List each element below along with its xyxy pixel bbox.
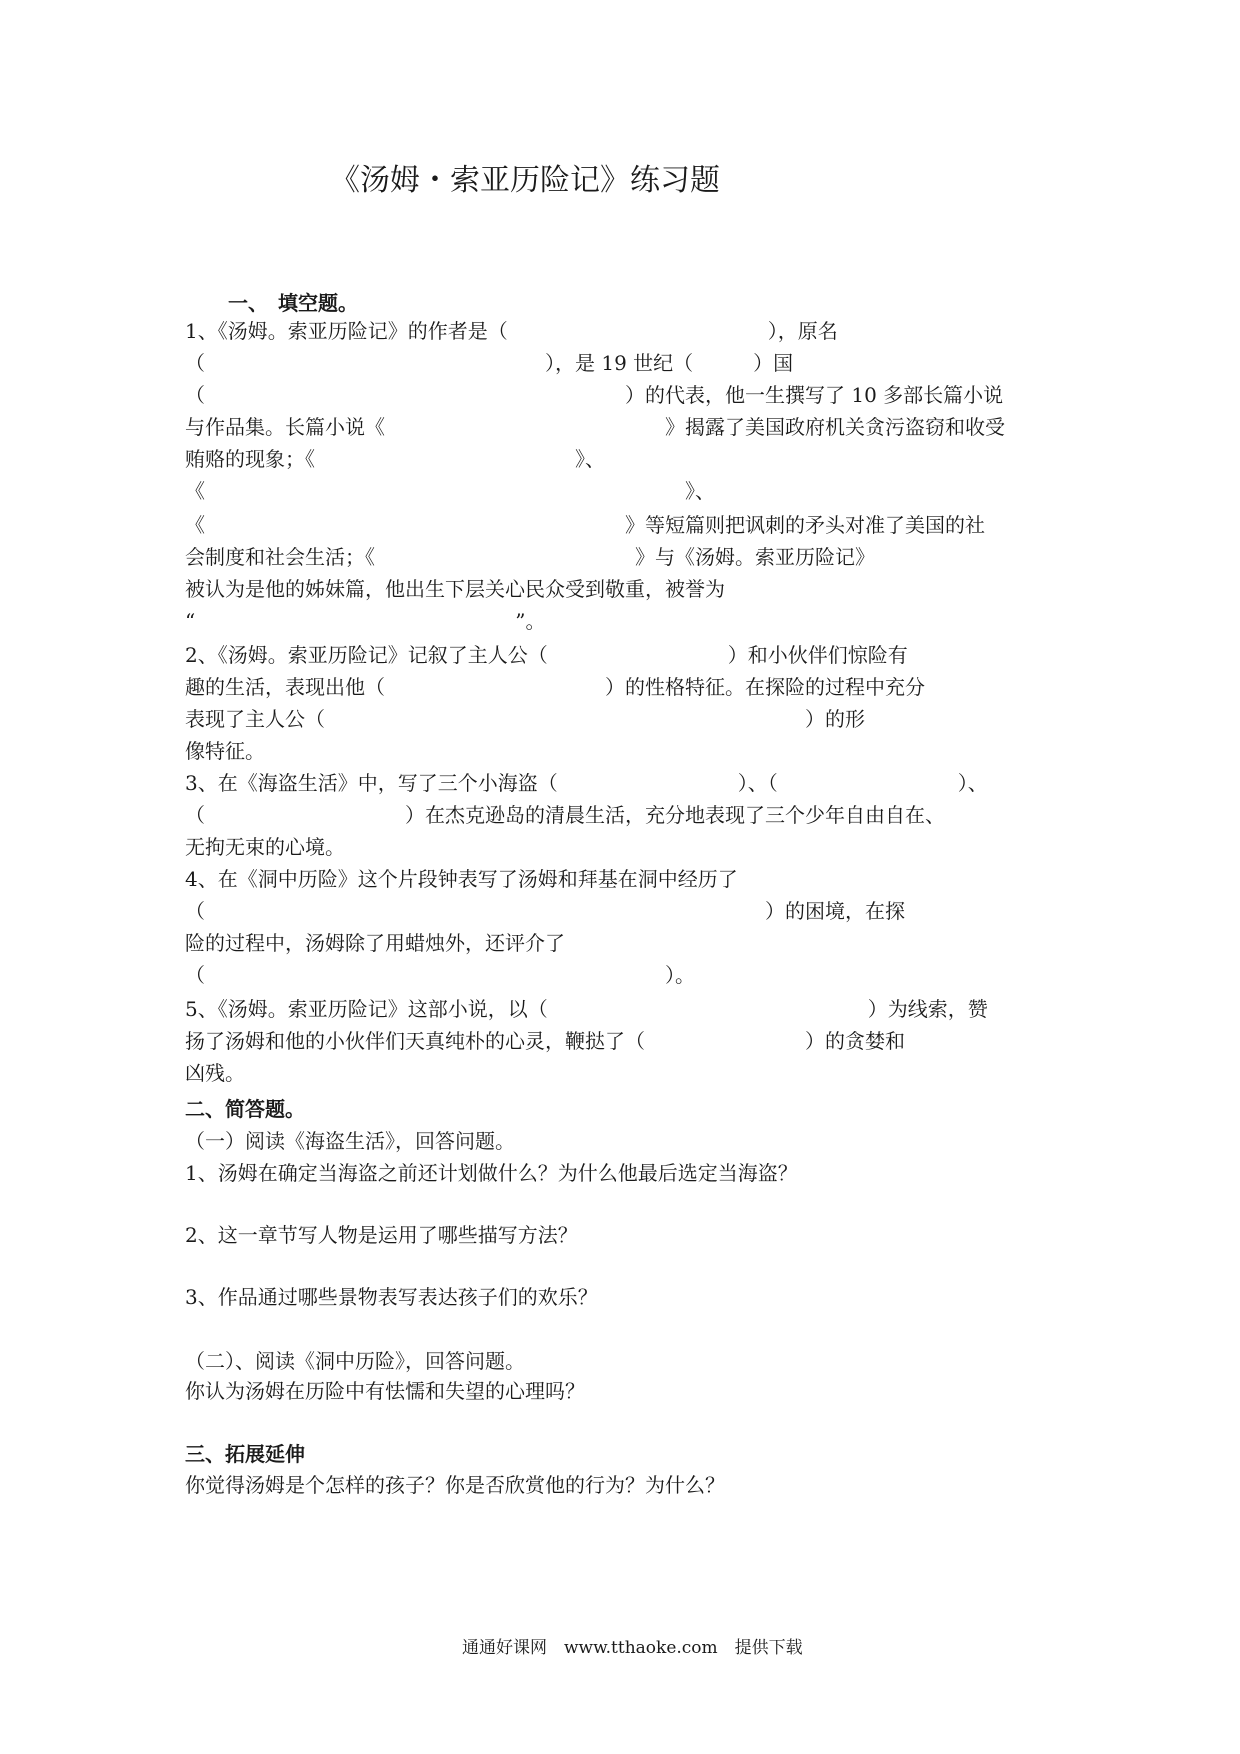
question-line: （ ）的代表，他一生撰写了 10 多部长篇小说 [185, 383, 1004, 407]
question-line: 趣的生活，表现出他（ ）的性格特征。在探险的过程中充分 [185, 675, 925, 699]
question-line: 《 》等短篇则把讽刺的矛头对准了美国的社 [185, 513, 985, 537]
question-text: 你认为汤姆在历险中有怯懦和失望的心理吗？ [185, 1379, 585, 1403]
question-line: 险的过程中，汤姆除了用蜡烛外，还评介了 [185, 931, 565, 955]
question-line: 会制度和社会生活；《 》与《汤姆。索亚历险记》 [185, 545, 875, 569]
question-line: 4、在《洞中历险》这个片段钟表写了汤姆和拜基在洞中经历了 [185, 867, 738, 891]
question-line: 扬了汤姆和他的小伙伴们天真纯朴的心灵，鞭挞了（ ）的贪婪和 [185, 1029, 905, 1053]
section-heading-short-answer: 二、简答题。 [185, 1097, 305, 1121]
question-line: 被认为是他的姊妹篇，他出生下层关心民众受到敬重，被誉为 [185, 577, 725, 601]
question-line: 无拘无束的心境。 [185, 835, 345, 859]
question-line: 5、《汤姆。索亚历险记》这部小说，以（ ）为线索，赞 [185, 997, 988, 1021]
question-line: 凶残。 [185, 1061, 245, 1085]
question-line: “ ”。 [185, 609, 546, 633]
question-line: 2、《汤姆。索亚历险记》记叙了主人公（ ）和小伙伴们惊险有 [185, 643, 908, 667]
question-line: （ ），是 19 世纪（ ）国 [185, 351, 794, 375]
question-line: 像特征。 [185, 739, 265, 763]
question-text: 3、作品通过哪些景物表写表达孩子们的欢乐？ [185, 1285, 598, 1309]
question-text: 2、这一章节写人物是运用了哪些描写方法？ [185, 1223, 578, 1247]
question-line: 贿赂的现象；《 》、 [185, 447, 605, 471]
question-line: 3、在《海盗生活》中，写了三个小海盗（ ）、（ ）、 [185, 771, 988, 795]
question-line: （ ）在杰克逊岛的清晨生活，充分地表现了三个少年自由自在、 [185, 803, 945, 827]
section-heading-fill-in: 一、 填空题。 [228, 291, 358, 315]
question-line: 《 》、 [185, 479, 715, 503]
question-line: 与作品集。长篇小说《 》揭露了美国政府机关贪污盗窃和收受 [185, 415, 1005, 439]
question-text: 1、汤姆在确定当海盗之前还计划做什么？为什么他最后选定当海盗？ [185, 1161, 798, 1185]
question-line: （ ）。 [185, 963, 695, 987]
question-line: （ ）的困境，在探 [185, 899, 905, 923]
page-title: 《汤姆・索亚历险记》练习题 [330, 163, 720, 198]
question-line: 表现了主人公（ ）的形 [185, 707, 865, 731]
question-text: 你觉得汤姆是个怎样的孩子？你是否欣赏他的行为？为什么？ [185, 1473, 725, 1497]
question-line: 1、《汤姆。索亚历险记》的作者是（ ），原名 [185, 319, 838, 343]
section-heading-extension: 三、拓展延伸 [185, 1442, 305, 1466]
footer-credit: 通通好课网 www.tthaoke.com 提供下载 [462, 1638, 803, 1658]
reading-intro-cave-adventure: （二）、阅读《洞中历险》，回答问题。 [185, 1349, 525, 1373]
reading-intro-pirate-life: （一）阅读《海盗生活》，回答问题。 [185, 1129, 515, 1153]
